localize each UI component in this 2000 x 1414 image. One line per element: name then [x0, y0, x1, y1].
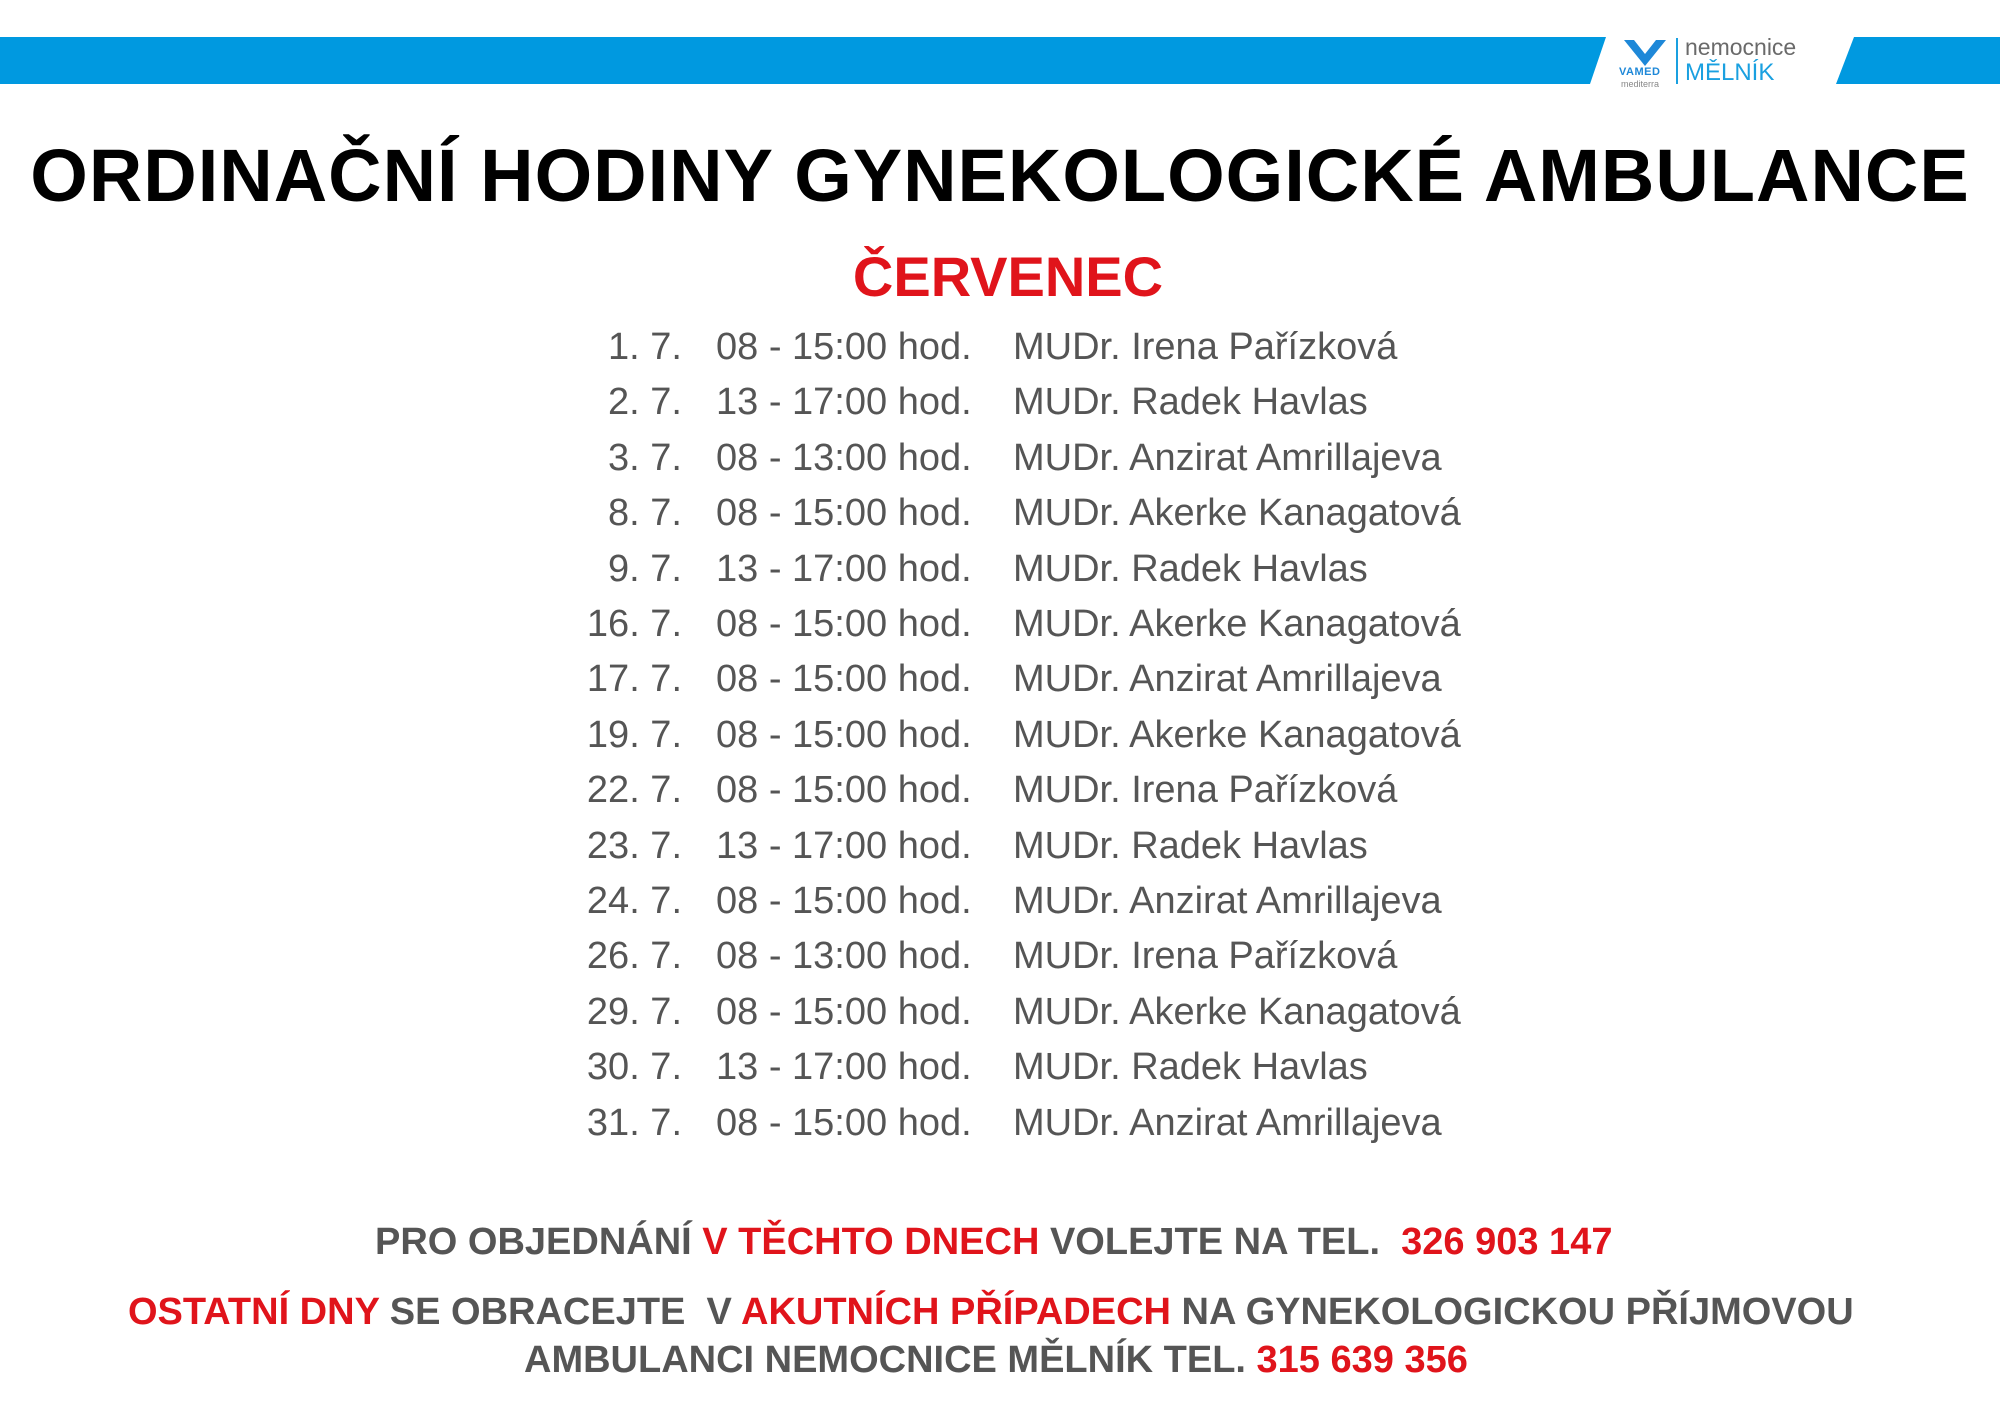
schedule-time: 13 - 17:00 hod.: [716, 381, 972, 424]
schedule-doctor: MUDr. Anzirat Amrillajeva: [1013, 880, 1442, 922]
schedule-row: [0, 929, 2000, 984]
schedule-row: [0, 320, 2000, 375]
schedule-doctor: MUDr. Radek Havlas: [1013, 547, 1368, 590]
schedule-doctor: MUDr. Radek Havlas: [1013, 1046, 1368, 1089]
schedule-date: 23. 7.: [586, 824, 682, 867]
logo-name-line2: MĚLNÍK: [1685, 59, 1775, 86]
booking-text-highlight: V TĚCHTO DNECH: [702, 1221, 1040, 1263]
schedule-date: 19. 7.: [586, 713, 682, 756]
schedule-date: 30. 7.: [586, 1046, 682, 1089]
logo-divider: [1676, 38, 1678, 84]
schedule-date: 16. 7.: [586, 603, 682, 645]
schedule-doctor: MUDr. Radek Havlas: [1013, 824, 1368, 867]
schedule-time: 13 - 17:00 hod.: [716, 547, 972, 590]
schedule-row: [0, 652, 2000, 707]
schedule-row: [0, 1040, 2000, 1095]
schedule-time: 08 - 15:00 hod.: [716, 880, 972, 922]
schedule-time: 08 - 15:00 hod.: [716, 492, 972, 535]
schedule-row: [0, 375, 2000, 430]
acute-cases-highlight: AKUTNÍCH PŘÍPADECH: [741, 1291, 1171, 1333]
schedule-row: [0, 431, 2000, 486]
schedule-row: [0, 819, 2000, 874]
schedule-row: [0, 874, 2000, 929]
emergency-text: AMBULANCI NEMOCNICE MĚLNÍK TEL.: [524, 1339, 1257, 1381]
logo-sub: mediterra: [1621, 79, 1660, 89]
header-bar-right: [1836, 37, 2000, 84]
emergency-phone: 315 639 356: [1256, 1339, 1468, 1381]
schedule-date: 1. 7.: [608, 326, 682, 368]
schedule-date: 29. 7.: [586, 990, 682, 1033]
logo-name-line1: nemocnice: [1685, 34, 1797, 60]
schedule-doctor: MUDr. Akerke Kanagatová: [1013, 492, 1461, 535]
schedule-row: [0, 985, 2000, 1040]
schedule-date: 17. 7.: [586, 658, 682, 701]
schedule-row: [0, 486, 2000, 541]
schedule-doctor: MUDr. Irena Pařízková: [1013, 769, 1398, 812]
schedule-time: 08 - 15:00 hod.: [716, 658, 972, 701]
schedule-time: 08 - 13:00 hod.: [716, 436, 972, 479]
schedule-doctor: MUDr. Anzirat Amrillajeva: [1013, 436, 1442, 479]
schedule-row: [0, 542, 2000, 597]
other-days-text-2: NA GYNEKOLOGICKOU PŘÍJMOVOU: [1170, 1291, 1854, 1333]
schedule-date: 22. 7.: [586, 769, 682, 812]
page-title: ORDINAČNÍ HODINY GYNEKOLOGICKÉ AMBULANCE: [30, 134, 1970, 217]
schedule-time: 08 - 15:00 hod.: [716, 769, 972, 812]
booking-info: [375, 1217, 1612, 1267]
schedule-doctor: MUDr. Akerke Kanagatová: [1013, 713, 1461, 756]
other-days-info: [128, 1287, 1854, 1337]
schedule-time: 13 - 17:00 hod.: [716, 824, 972, 867]
schedule-doctor: MUDr. Akerke Kanagatová: [1013, 990, 1461, 1033]
schedule-time: 08 - 13:00 hod.: [716, 935, 972, 978]
month-heading: ČERVENEC: [852, 245, 1164, 308]
schedule-time: 08 - 15:00 hod.: [716, 326, 972, 368]
schedule-date: 3. 7.: [608, 436, 682, 479]
schedule-row: [0, 1096, 2000, 1151]
header-bar-left: [0, 37, 1606, 84]
schedule-time: 13 - 17:00 hod.: [716, 1046, 972, 1089]
schedule-time: 08 - 15:00 hod.: [716, 990, 972, 1033]
schedule-date: 24. 7.: [586, 880, 682, 922]
schedule-doctor: MUDr. Anzirat Amrillajeva: [1013, 658, 1442, 701]
other-days-highlight: OSTATNÍ DNY: [128, 1291, 380, 1333]
booking-phone: 326 903 147: [1401, 1221, 1613, 1263]
schedule-date: 9. 7.: [608, 547, 682, 590]
schedule-time: 08 - 15:00 hod.: [716, 603, 972, 645]
schedule-time: 08 - 15:00 hod.: [716, 1101, 972, 1144]
schedule-doctor: MUDr. Irena Pařízková: [1013, 326, 1398, 368]
schedule-time: 08 - 15:00 hod.: [716, 713, 972, 756]
schedule-date: 2. 7.: [608, 381, 682, 424]
logo-brand: VAMED: [1619, 66, 1661, 78]
schedule-row: [0, 597, 2000, 652]
booking-text-2: VOLEJTE NA TEL.: [1039, 1221, 1402, 1263]
schedule-doctor: MUDr. Akerke Kanagatová: [1013, 603, 1461, 645]
schedule-date: 8. 7.: [608, 492, 682, 535]
emergency-info: [524, 1335, 1468, 1385]
schedule-doctor: MUDr. Radek Havlas: [1013, 381, 1368, 424]
schedule-row: [0, 763, 2000, 818]
schedule-date: 31. 7.: [586, 1101, 682, 1144]
schedule-doctor: MUDr. Irena Pařízková: [1013, 935, 1398, 978]
schedule-doctor: MUDr. Anzirat Amrillajeva: [1013, 1101, 1442, 1144]
booking-text-1: PRO OBJEDNÁNÍ: [375, 1221, 703, 1263]
schedule-date: 26. 7.: [586, 935, 682, 978]
schedule-row: [0, 708, 2000, 763]
other-days-text-1: SE OBRACEJTE V: [379, 1291, 742, 1333]
